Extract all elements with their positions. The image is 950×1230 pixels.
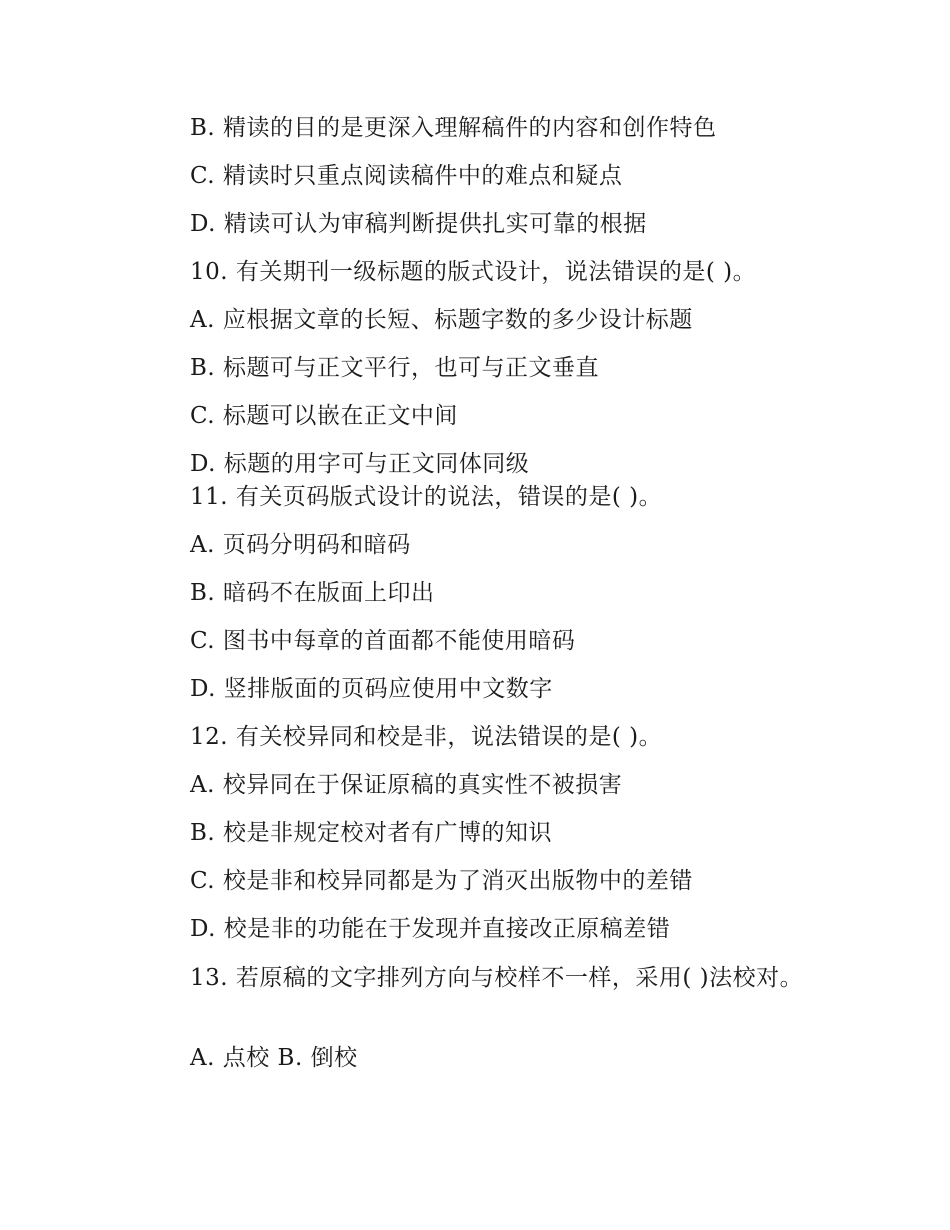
- question-11: 11. 有关页码版式设计的说法，错误的是( )。: [190, 484, 663, 510]
- option-line-q9-d: D. 精读可认为审稿判断提供扎实可靠的根据: [190, 211, 647, 237]
- option-line-q9-b: B. 精读的目的是更深入理解稿件的内容和创作特色: [190, 115, 717, 141]
- option-line-q10-a: A. 应根据文章的长短、标题字数的多少设计标题: [190, 307, 693, 333]
- option-line-q11-b: B. 暗码不在版面上印出: [190, 580, 435, 606]
- question-10: 10. 有关期刊一级标题的版式设计，说法错误的是( )。: [190, 259, 757, 285]
- option-line-q13-ab: A. 点校 B. 倒校: [190, 1045, 358, 1071]
- question-12: 12. 有关校异同和校是非，说法错误的是( )。: [190, 724, 663, 750]
- option-line-q12-a: A. 校异同在于保证原稿的真实性不被损害: [190, 772, 623, 798]
- option-line-q11-d: D. 竖排版面的页码应使用中文数字: [190, 676, 553, 702]
- option-line-q12-d: D. 校是非的功能在于发现并直接改正原稿差错: [190, 916, 671, 942]
- option-line-q10-c: C. 标题可以嵌在正文中间: [190, 403, 458, 429]
- option-line-q12-c: C. 校是非和校异同都是为了消灭出版物中的差错: [190, 868, 693, 894]
- option-line-q10-b: B. 标题可与正文平行，也可与正文垂直: [190, 355, 600, 381]
- option-line-q11-a: A. 页码分明码和暗码: [190, 532, 411, 558]
- option-line-q11-c: C. 图书中每章的首面都不能使用暗码: [190, 628, 576, 654]
- question-13: 13. 若原稿的文字排列方向与校样不一样，采用( )法校对。: [190, 965, 804, 991]
- option-line-q9-c: C. 精读时只重点阅读稿件中的难点和疑点: [190, 163, 623, 189]
- option-line-q10-d: D. 标题的用字可与正文同体同级: [190, 451, 530, 477]
- option-line-q12-b: B. 校是非规定校对者有广博的知识: [190, 820, 553, 846]
